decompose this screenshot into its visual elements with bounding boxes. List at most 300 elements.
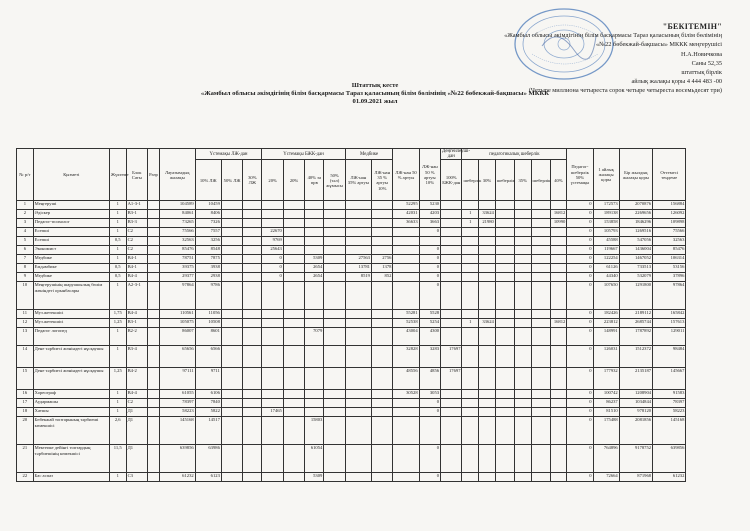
table-cell [462,255,479,264]
table-cell: 16812 [550,210,567,219]
table-cell: 9786 [195,282,221,310]
table-cell [479,255,496,264]
table-row [17,445,720,473]
table-cell [148,201,160,210]
table-cell: 129011 [653,328,686,346]
position-cell: Мектепке дейінгі топтардың тәрбиешінің көмекшісі [33,445,109,473]
position-cell: Емдәмбике [33,264,109,273]
table-cell: 27563 [345,255,371,264]
table-cell [479,417,496,445]
table-cell: 1 [109,201,126,210]
table-cell [324,255,345,264]
table-cell: 1436004 [619,246,652,255]
table-row [17,368,720,390]
table-cell [495,246,514,255]
table-cell: 1787892 [619,328,652,346]
table-cell: 14 [17,346,34,368]
approval-heading: "БЕКІТЕМІН" [662,22,722,31]
table-cell [148,282,160,310]
table-cell: 7557 [195,228,221,237]
table-cell [324,228,345,237]
table-cell: В4-2 [126,368,147,390]
table-cell: 0 [567,237,593,246]
table-cell: 0 [262,273,283,282]
table-cell [345,319,371,328]
table-cell [514,319,531,328]
table-cell [462,273,479,282]
table-cell [262,328,283,346]
table-cell: 978120 [619,408,652,417]
table-row [17,219,720,228]
table-cell [393,273,419,282]
col-sub: 50% (тәл) жұмысы [324,160,345,201]
table-cell: В3-4 [126,346,147,368]
table-cell [148,246,160,255]
table-cell [221,390,242,399]
table-cell [495,408,514,417]
position-cell: Есепші [33,228,109,237]
col-monthly-fund: 1 айлық жалақы қоры [593,149,619,201]
table-cell [441,328,462,346]
table-cell [479,390,496,399]
table-cell: 0 [567,210,593,219]
table-cell: 0 [419,473,440,482]
col-doc-label: Деңгейлеуші-дан [442,149,471,160]
table-cell: 1 [109,408,126,417]
col-no: № р/т [17,149,34,201]
table-cell [148,445,160,473]
table-cell [531,368,550,390]
position-cell: Педагог-психолог [33,219,109,228]
table-cell [393,264,419,273]
table-cell: 20 [17,417,34,445]
staffing-table-wrapper [16,148,720,482]
table-cell: 16 [17,390,34,399]
table-cell: 107650 [593,282,619,310]
table-cell: 2654 [305,264,324,273]
table-cell [393,255,419,264]
table-cell: 2654 [305,273,324,282]
table-cell [550,282,567,310]
table-cell [550,445,567,473]
table-cell [441,445,462,473]
table-cell: 9 [17,273,34,282]
col-units: Жүктеме [109,149,126,201]
table-cell [371,328,392,346]
table-cell: 0,5 [109,237,126,246]
table-cell [462,201,479,210]
table-cell: 0,5 [109,264,126,273]
table-cell [283,219,304,228]
table-cell [441,228,462,237]
table-cell: 6566 [195,346,221,368]
table-cell [305,228,324,237]
document-title: Штаттық кесте [351,82,399,89]
table-cell [262,310,283,319]
table-cell [479,246,496,255]
table-cell: 1 [109,255,126,264]
table-cell: 61232 [653,473,686,482]
table-cell [305,282,324,310]
table-cell: 105075 [159,319,195,328]
table-cell: 15 [17,368,34,390]
table-cell [262,319,283,328]
table-cell [148,473,160,482]
table-cell: 17697 [441,346,462,368]
table-cell: 1 [109,228,126,237]
table-cell: 547056 [619,237,652,246]
table-cell [441,319,462,328]
table-cell: С2 [126,228,147,237]
table-cell [283,368,304,390]
table-cell [550,237,567,246]
table-cell: 1208904 [619,390,652,399]
table-cell: 110561 [159,310,195,319]
table-cell [345,399,371,408]
table-cell: 104589 [159,201,195,210]
table-cell [283,273,304,282]
table-cell: 81510 [593,408,619,417]
table-cell [221,399,242,408]
table-cell [514,310,531,319]
table-cell [371,228,392,237]
table-cell [221,319,242,328]
col-sub: 10% ЛЖ [195,160,221,201]
table-row [17,255,720,264]
table-cell [514,473,531,482]
table-row [17,228,720,237]
table-cell: 7875 [195,255,221,264]
table-cell [495,399,514,408]
table-cell: 852 [371,273,392,282]
table-cell: 733513 [619,264,652,273]
table-row [17,390,720,399]
table-cell [148,390,160,399]
table-cell [243,328,262,346]
table-cell [221,328,242,346]
table-cell: Д1 [126,445,147,473]
table-cell [371,310,392,319]
table-cell: 85476 [159,246,195,255]
approval-line: (Четыре миллиона четыреста сорок четыре четыреста восемьдесят три) [528,87,722,95]
table-cell [531,399,550,408]
table-cell [550,310,567,319]
table-cell: 1269516 [619,228,652,237]
table-cell [283,228,304,237]
table-cell [345,346,371,368]
table-cell [550,417,567,445]
table-cell: 48556 [393,368,419,390]
table-cell [462,246,479,255]
table-row [17,319,720,328]
table-cell [243,282,262,310]
table-cell [495,264,514,273]
col-group-pedagogical: педагогикалық шеберлік [462,149,567,160]
table-cell [371,201,392,210]
staffing-table-body [17,201,720,482]
col-bonus: Оттемесі теңдеме [653,149,686,201]
table-cell [243,399,262,408]
table-cell: 148991 [593,328,619,346]
table-cell: 21980 [479,219,496,228]
table-cell [221,473,242,482]
table-cell: В4-4 [126,310,147,319]
col-group-medical: Медбике [345,149,393,160]
table-cell [148,255,160,264]
table-cell: 4 [17,228,34,237]
table-cell [462,445,479,473]
table-cell: 8406 [195,210,221,219]
table-cell [221,310,242,319]
table-cell: А2-3-1 [126,282,147,310]
table-cell [221,368,242,390]
table-cell: 61055 [159,390,195,399]
table-cell: 145168 [159,417,195,445]
table-cell: 3256 [195,237,221,246]
position-cell: Хатшы [33,408,109,417]
table-cell [531,246,550,255]
table-cell: 0 [419,255,440,264]
table-cell: 3663 [419,219,440,228]
approval-line: «Жамбыл облысы әкімдігінің білім басқармасы Тараз қаласының білім бөлімінің [504,32,722,40]
table-cell [462,228,479,237]
table-cell [345,237,371,246]
table-cell [462,282,479,310]
table-cell: 97864 [653,282,686,310]
table-cell [393,473,419,482]
table-cell: 0 [567,328,593,346]
table-cell [243,319,262,328]
table-cell: 157613 [653,319,686,328]
table-cell: С2 [126,399,147,408]
table-cell [531,408,550,417]
table-cell [243,246,262,255]
table-cell: 5309 [305,255,324,264]
table-cell [283,319,304,328]
table-cell [531,328,550,346]
table-cell [495,445,514,473]
table-cell: 1,25 [109,319,126,328]
table-cell: 1512372 [619,346,652,368]
table-cell: 7 [17,255,34,264]
table-cell [283,328,304,346]
table-cell [345,282,371,310]
table-cell: 8 [17,264,34,273]
table-cell: 3938 [195,264,221,273]
table-cell [324,201,345,210]
table-cell [221,346,242,368]
table-cell: 11056 [195,310,221,319]
table-cell: 1 [109,390,126,399]
table-cell [148,368,160,390]
table-cell [393,417,419,445]
table-cell [148,408,160,417]
table-cell [441,219,462,228]
approval-signatory: Н.А.Новичкова [680,50,722,58]
document-date: 01.09.2021 жыл [352,98,398,105]
table-cell: 2,6 [109,417,126,445]
table-cell [243,228,262,237]
table-cell [371,368,392,390]
table-cell [148,417,160,445]
table-cell [462,310,479,319]
table-row [17,328,720,346]
table-cell [324,319,345,328]
position-cell: Педагог логопед [33,328,109,346]
table-cell [324,246,345,255]
table-cell [550,399,567,408]
table-cell [371,408,392,417]
col-annual-fund: Бір жылдық жалақы қоры [619,149,652,201]
table-cell [495,328,514,346]
table-cell [221,228,242,237]
table-cell: 871968 [619,473,652,482]
table-cell: 10 [17,282,34,310]
table-cell [550,328,567,346]
table-cell: 98484 [653,346,686,368]
table-cell: С3 [126,473,147,482]
table-cell [441,201,462,210]
table-cell: 1378 [371,264,392,273]
table-cell [371,399,392,408]
table-cell: Д1 [126,417,147,445]
table-cell: 1 [109,210,126,219]
table-cell [514,346,531,368]
table-cell [262,390,283,399]
table-cell: 58223 [653,408,686,417]
table-cell [324,399,345,408]
table-cell [462,390,479,399]
table-cell [531,319,550,328]
table-cell: 97111 [159,368,195,390]
table-cell [462,473,479,482]
table-cell: 9769 [262,237,283,246]
table-cell [324,273,345,282]
table-cell [550,246,567,255]
table-cell: 1467052 [619,255,652,264]
table-cell [479,282,496,310]
table-cell: 109898 [653,219,686,228]
table-cell: 0 [262,264,283,273]
table-cell: 4856 [419,368,440,390]
table-cell [371,246,392,255]
table-cell: 153858 [593,219,619,228]
table-cell: 13 [17,328,34,346]
table-cell: 7079 [305,328,324,346]
table-cell: 1 [109,399,126,408]
table-cell: С2 [126,246,147,255]
table-cell: 0 [567,219,593,228]
table-cell [462,346,479,368]
table-cell [262,368,283,390]
table-cell [148,346,160,368]
table-cell [262,282,283,310]
position-cell: Хореограф [33,390,109,399]
table-cell: 145168 [653,417,686,445]
table-cell: 1 [109,346,126,368]
table-cell [345,473,371,482]
table-cell [393,408,419,417]
table-cell [305,237,324,246]
table-cell [393,282,419,310]
table-cell [479,228,496,237]
table-cell: 4203 [419,210,440,219]
table-cell [148,237,160,246]
table-cell: 177932 [593,368,619,390]
table-cell [514,282,531,310]
table-cell [345,228,371,237]
table-cell [531,237,550,246]
table-cell: 0 [262,255,283,264]
table-cell [345,408,371,417]
table-cell [243,473,262,482]
table-cell [393,228,419,237]
table-cell: 84061 [159,210,195,219]
position-cell: Меңгерушінің шаруашылық бөлім жөніндегі орынбасары [33,282,109,310]
table-cell [514,328,531,346]
table-cell: 33624 [479,319,496,328]
table-row [17,282,720,310]
table-cell: 0 [419,445,440,473]
table-cell: 0 [567,399,593,408]
table-cell: 73265 [159,219,195,228]
table-cell: 223812 [593,319,619,328]
table-cell: 0 [567,255,593,264]
table-cell [462,328,479,346]
table-cell [221,255,242,264]
table-cell [531,219,550,228]
table-cell [371,390,392,399]
table-cell: 0 [419,264,440,273]
table-cell [514,368,531,390]
col-sub: 40% [550,160,567,201]
table-cell [441,255,462,264]
table-cell [550,390,567,399]
table-cell: 12 [17,319,34,328]
table-cell: 100742 [593,390,619,399]
table-cell [283,346,304,368]
table-cell: Д1 [126,408,147,417]
table-cell [479,445,496,473]
table-cell [531,390,550,399]
table-cell: 189138 [593,210,619,219]
table-cell: 2269656 [619,210,652,219]
col-salary: Лауазымдық жалақы [159,149,195,201]
position-cell: Муз.жетекшісі [33,319,109,328]
table-cell [305,408,324,417]
table-cell: 6123 [195,473,221,482]
approval-line: «№22 бөбекжай-бақшасы» МККК меңгерушісі [596,41,722,49]
table-cell [441,399,462,408]
table-cell [371,319,392,328]
table-cell [345,445,371,473]
table-cell [441,310,462,319]
table-cell [243,237,262,246]
staffing-table [16,148,720,482]
table-cell [531,445,550,473]
table-cell [514,237,531,246]
table-cell [345,417,371,445]
table-cell [462,417,479,445]
table-cell [305,390,324,399]
table-cell: 55281 [393,310,419,319]
table-cell [495,417,514,445]
table-cell: 32563 [653,237,686,246]
table-cell [221,273,242,282]
table-cell: В4-1 [126,255,147,264]
table-cell [441,264,462,273]
table-cell: 172573 [593,201,619,210]
